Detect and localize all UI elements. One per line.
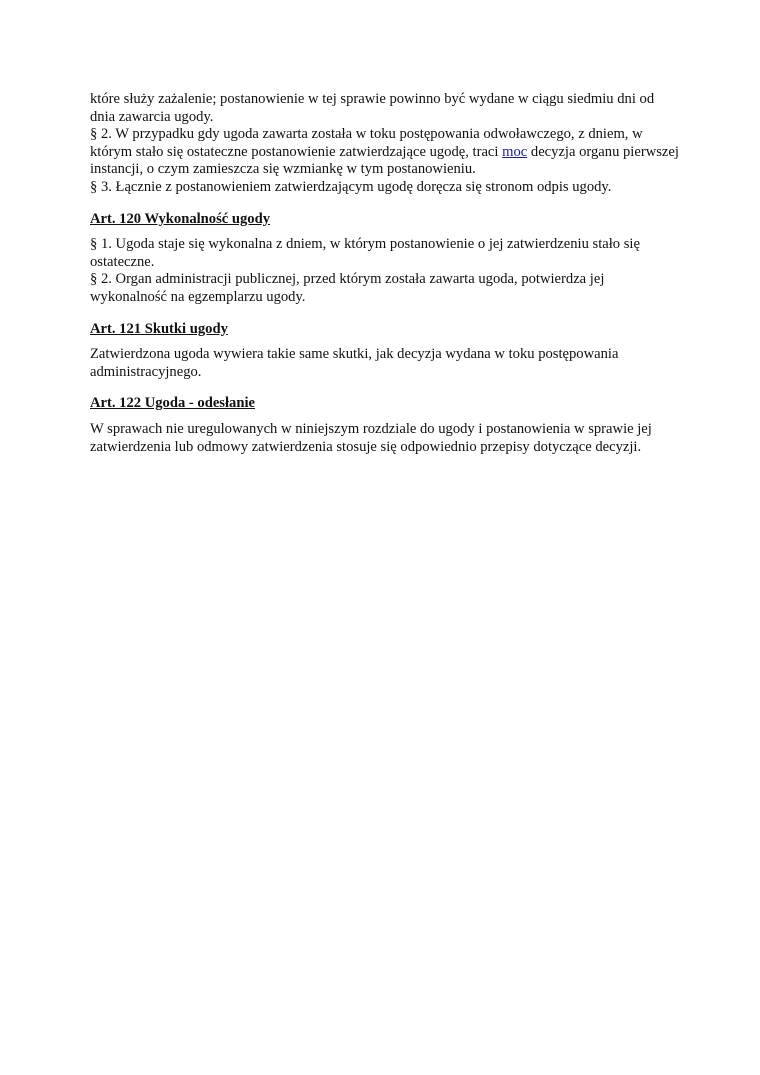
- art-120-paragraph-1: § 1. Ugoda staje się wykonalna z dniem, w którym postanowienie o jej zatwierdzeniu stało się ostateczne.: [90, 236, 640, 270]
- art-121-text: Zatwierdzona ugoda wywiera takie same skutki, jak decyzja wydana w toku postępowania administracyjnego.: [90, 346, 619, 380]
- intro-paragraph-3: § 3. Łącznie z postanowieniem zatwierdzającym ugodę doręcza się stronom odpis ugody.: [90, 178, 612, 195]
- document-body: [90, 91, 680, 456]
- art-120-heading: Art. 120 Wykonalność ugody: [90, 210, 271, 227]
- intro-paragraph-2-text-a: § 2. W przypadku gdy ugoda zawarta została w toku postępowania odwoławczego, z dniem, w którym stało się ostateczne postanowienie zatwierdzające ugodę, traci: [90, 126, 643, 160]
- art-121-heading: Art. 121 Skutki ugody: [90, 320, 228, 337]
- intro-paragraph-1: które służy zażalenie; postanowienie w tej sprawie powinno być wydane w ciągu siedmiu dni od dnia zawarcia ugody.: [90, 91, 655, 125]
- art-120-paragraph-2: § 2. Organ administracji publicznej, przed którym została zawarta ugoda, potwierdza jej wykonalność na egzemplarzu ugody.: [90, 271, 605, 305]
- intro-paragraph-2: [90, 126, 680, 179]
- intro-paragraph-2-text-b: decyzja organu pierwszej instancji, o czym zamieszcza się wzmiankę w tym postanowieniu.: [90, 143, 679, 178]
- moc-link[interactable]: moc: [502, 143, 528, 160]
- art-122-text: W sprawach nie uregulowanych w niniejszym rozdziale do ugody i postanowienia w sprawie jej zatwierdzenia lub odmowy zatwierdzenia stosuje się odpowiednio przepisy dotyczące decyzji.: [90, 420, 652, 455]
- art-122-heading: Art. 122 Ugoda - odesłanie: [90, 395, 255, 412]
